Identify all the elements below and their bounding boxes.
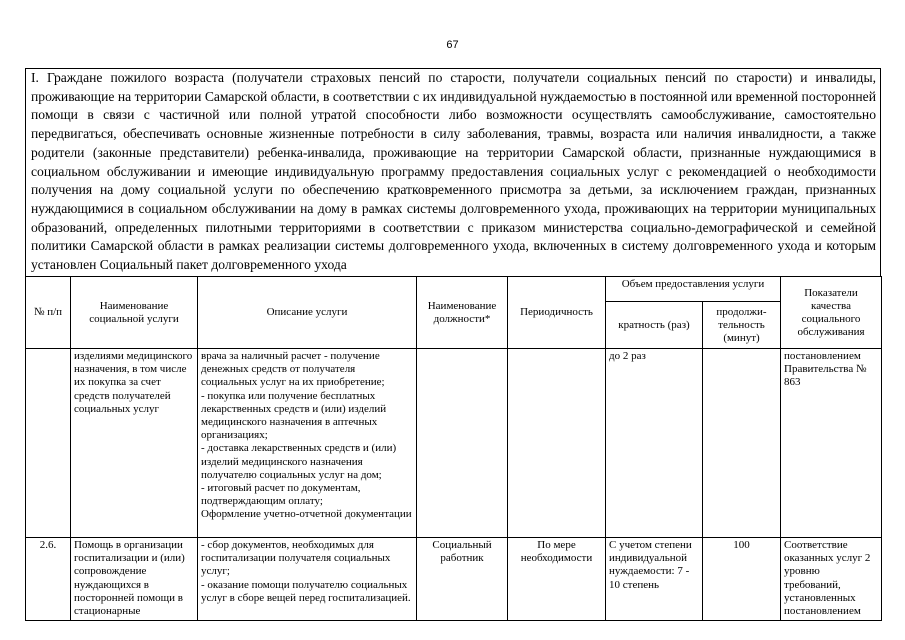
cell-periodicity bbox=[508, 349, 606, 538]
cell-quality: постановлением Правительства № 863 bbox=[781, 349, 882, 538]
header-multiplicity: кратность (раз) bbox=[606, 302, 703, 349]
header-volume: Объем предоставления услуги bbox=[606, 277, 781, 302]
cell-service-name: Помощь в организации госпитализации и (или) сопровождение нуждающихся в посторонней помощи в стационарные bbox=[71, 538, 198, 621]
header-periodicity: Периодичность bbox=[508, 277, 606, 349]
cell-periodicity: По мере необходимости bbox=[508, 538, 606, 621]
table-row bbox=[26, 349, 882, 538]
cell-num: 2.6. bbox=[26, 538, 71, 621]
header-description: Описание услуги bbox=[198, 277, 417, 349]
header-duration: продолжи-тельность (минут) bbox=[703, 302, 781, 349]
cell-duration bbox=[703, 349, 781, 538]
section-heading: I. Граждане пожилого возраста (получатели страховых пенсий по старости, получатели социальных пенсий по старости) и инвалиды, проживающие на территории Самарской области, в соответствии с их индивидуальной нуждаемостью в постоянной или временной посторонней помощи в связи с частичной или полной утратой способности либо возможности осуществлять самообслуживание, самостоятельно передвигаться, обеспечивать основные жизненные потребности в силу заболевания, травмы, возраста или наличия инвалидности, а также родители (законные представители) ребенка-инвалида, проживающие на территории Самарской области, признанные нуждающимися в социальном обслуживании и имеющие индивидуальную программу предоставления социальных услуг с рекомендацией о необходимости получения на дому социальной услуги по обеспечению кратковременного присмотра за детьми, за исключением граждан, признанных нуждающимися в социальном обслуживании на дому в рамках системы долговременного ухода, проживающих на территории муниципальных образований, определенных пилотными территориями в соответствии с приказом министерства социально-демографической и семейной политики Самарской области в рамках реализации системы долговременного ухода, включенных в систему долговременного ухода и которым установлен Социальный пакет долговременного ухода bbox=[25, 68, 881, 277]
header-num: № п/п bbox=[26, 277, 71, 349]
services-table bbox=[25, 276, 882, 621]
cell-duration: 100 bbox=[703, 538, 781, 621]
header-row-top bbox=[26, 277, 882, 302]
cell-multiplicity: до 2 раз bbox=[606, 349, 703, 538]
header-quality: Показатели качества социального обслуживания bbox=[781, 277, 882, 349]
header-position: Наименование должности* bbox=[417, 277, 508, 349]
cell-service-name: изделиями медицинского назначения, в том числе их покупка за счет средств получателей социальных услуг bbox=[71, 349, 198, 538]
cell-position bbox=[417, 349, 508, 538]
cell-position: Социальный работник bbox=[417, 538, 508, 621]
cell-num bbox=[26, 349, 71, 538]
header-service-name: Наименование социальной услуги bbox=[71, 277, 198, 349]
cell-quality: Соответствие оказанных услуг 2 уровню требований, установленных постановлением bbox=[781, 538, 882, 621]
cell-description: врача за наличный расчет - получение денежных средств от получателя социальных услуг на их приобретение; - покупка или получение бесплатных лекарственных средств и (или) изделий медицинского назначения в аптечных организациях; - доставка лекарственных средств и (или) изделий медицинского назначения получателю социальных услуг на дом; - итоговый расчет по документам, подтверждающим оплату; Оформление учетно-отчетной документации bbox=[198, 349, 417, 538]
page-number: 67 bbox=[446, 39, 459, 51]
cell-multiplicity: С учетом степени индивидуальной нуждаемости: 7 - 10 степень bbox=[606, 538, 703, 621]
cell-description: - сбор документов, необходимых для госпитализации получателя социальных услуг; - оказание помощи получателю социальных услуг в сборе вещей перед госпитализацией. bbox=[198, 538, 417, 621]
table-row bbox=[26, 538, 882, 621]
